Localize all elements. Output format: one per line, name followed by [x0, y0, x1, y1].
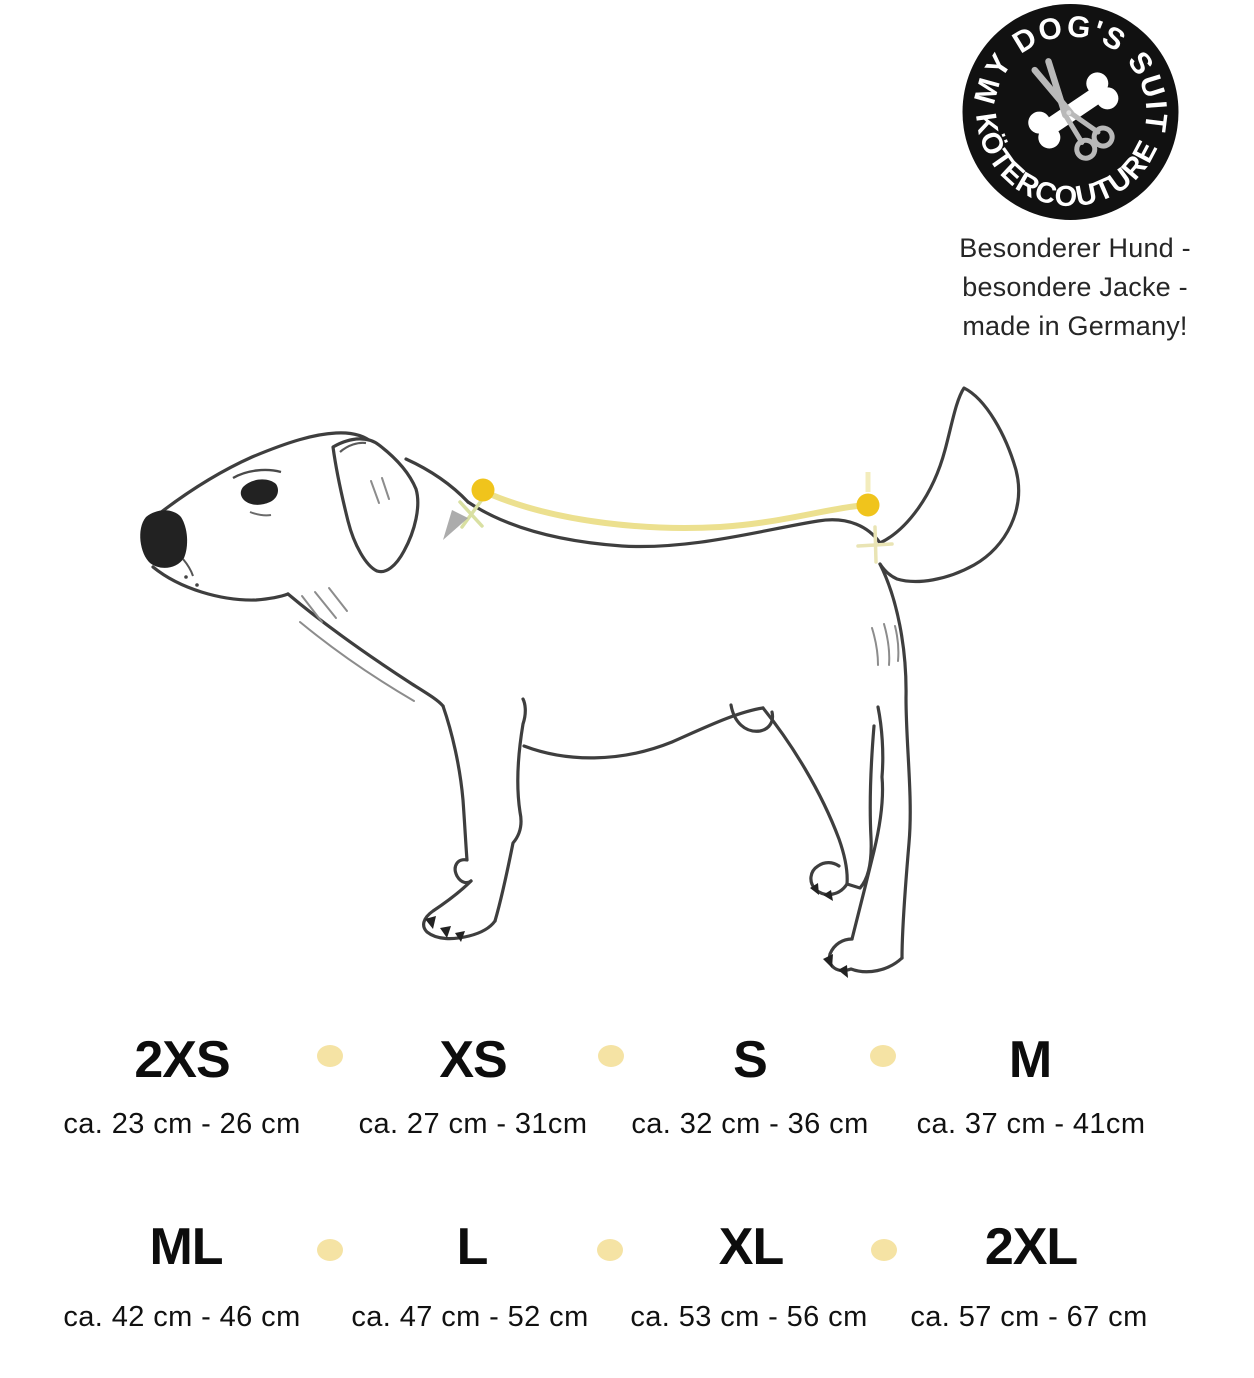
dog-claws — [425, 883, 848, 978]
separator-dot — [317, 1045, 343, 1067]
dog-line-drawing — [151, 388, 1019, 972]
separator-dot — [871, 1239, 897, 1261]
measurement-overlay — [443, 472, 892, 562]
dog-rear-leg-back-line — [880, 564, 910, 958]
withers-marker — [472, 479, 495, 502]
size-range-l: ca. 47 cm - 52 cm — [351, 1301, 589, 1333]
dog-front-leg-front-line — [443, 706, 471, 883]
size-label-l: L — [456, 1218, 488, 1276]
dog-muzzle-dot — [184, 575, 188, 579]
dog-jaw-line — [153, 567, 288, 600]
size-label-m: M — [1008, 1031, 1052, 1089]
dog-muzzle-dot — [195, 583, 199, 587]
size-label-xl: XL — [718, 1218, 784, 1276]
dog-throat-line — [288, 594, 443, 706]
brand-logo — [955, 2, 1187, 224]
separator-dot — [598, 1045, 624, 1067]
size-label-2xs: 2XS — [134, 1031, 230, 1089]
dog-tail-line — [880, 388, 1019, 581]
size-label-xs: XS — [439, 1031, 507, 1089]
tagline-line-3: made in Germany! — [962, 311, 1188, 341]
dog-far-rear-leg-line — [847, 726, 874, 888]
dog-thigh-line — [763, 708, 847, 884]
dog-nostril-line — [183, 559, 193, 576]
logo-bottom-text: KÖTERCOUTURE — [968, 111, 1165, 214]
tailbase-cross-mark — [858, 527, 892, 562]
dog-nose — [140, 510, 187, 568]
dog-front-leg-back-line — [495, 699, 525, 921]
dog-brow-line — [233, 470, 281, 478]
logo-top-text: MY DOG'S SUIT — [968, 9, 1173, 136]
brand-tagline — [935, 229, 1215, 346]
size-label-2xl: 2XL — [984, 1218, 1078, 1276]
dog-front-paw-line — [424, 881, 495, 939]
tagline-line-1: Besonderer Hund - — [959, 233, 1191, 263]
size-range-xl: ca. 53 cm - 56 cm — [630, 1301, 868, 1333]
size-range-xs: ca. 27 cm - 31cm — [358, 1108, 588, 1140]
dog-rear-leg-front-line — [852, 707, 883, 939]
size-range-ml: ca. 42 cm - 46 cm — [63, 1301, 301, 1333]
dog-eye — [241, 479, 278, 504]
tailbase-marker — [857, 494, 880, 517]
separator-dot — [317, 1239, 343, 1261]
size-range-s: ca. 32 cm - 36 cm — [631, 1108, 869, 1140]
dog-eye-underline — [250, 512, 271, 515]
separator-dot — [870, 1045, 896, 1067]
logo-inner — [955, 2, 1187, 224]
dog-belly-line — [524, 708, 763, 758]
size-range-m: ca. 37 cm - 41cm — [916, 1108, 1146, 1140]
dog-rear-paw-line — [829, 939, 902, 972]
size-range-2xs: ca. 23 cm - 26 cm — [63, 1108, 301, 1140]
size-label-ml: ML — [149, 1218, 223, 1276]
tagline-line-2: besondere Jacke - — [962, 272, 1188, 302]
separator-dot — [597, 1239, 623, 1261]
size-range-2xl: ca. 57 cm - 67 cm — [910, 1301, 1148, 1333]
size-label-s: S — [733, 1031, 767, 1089]
